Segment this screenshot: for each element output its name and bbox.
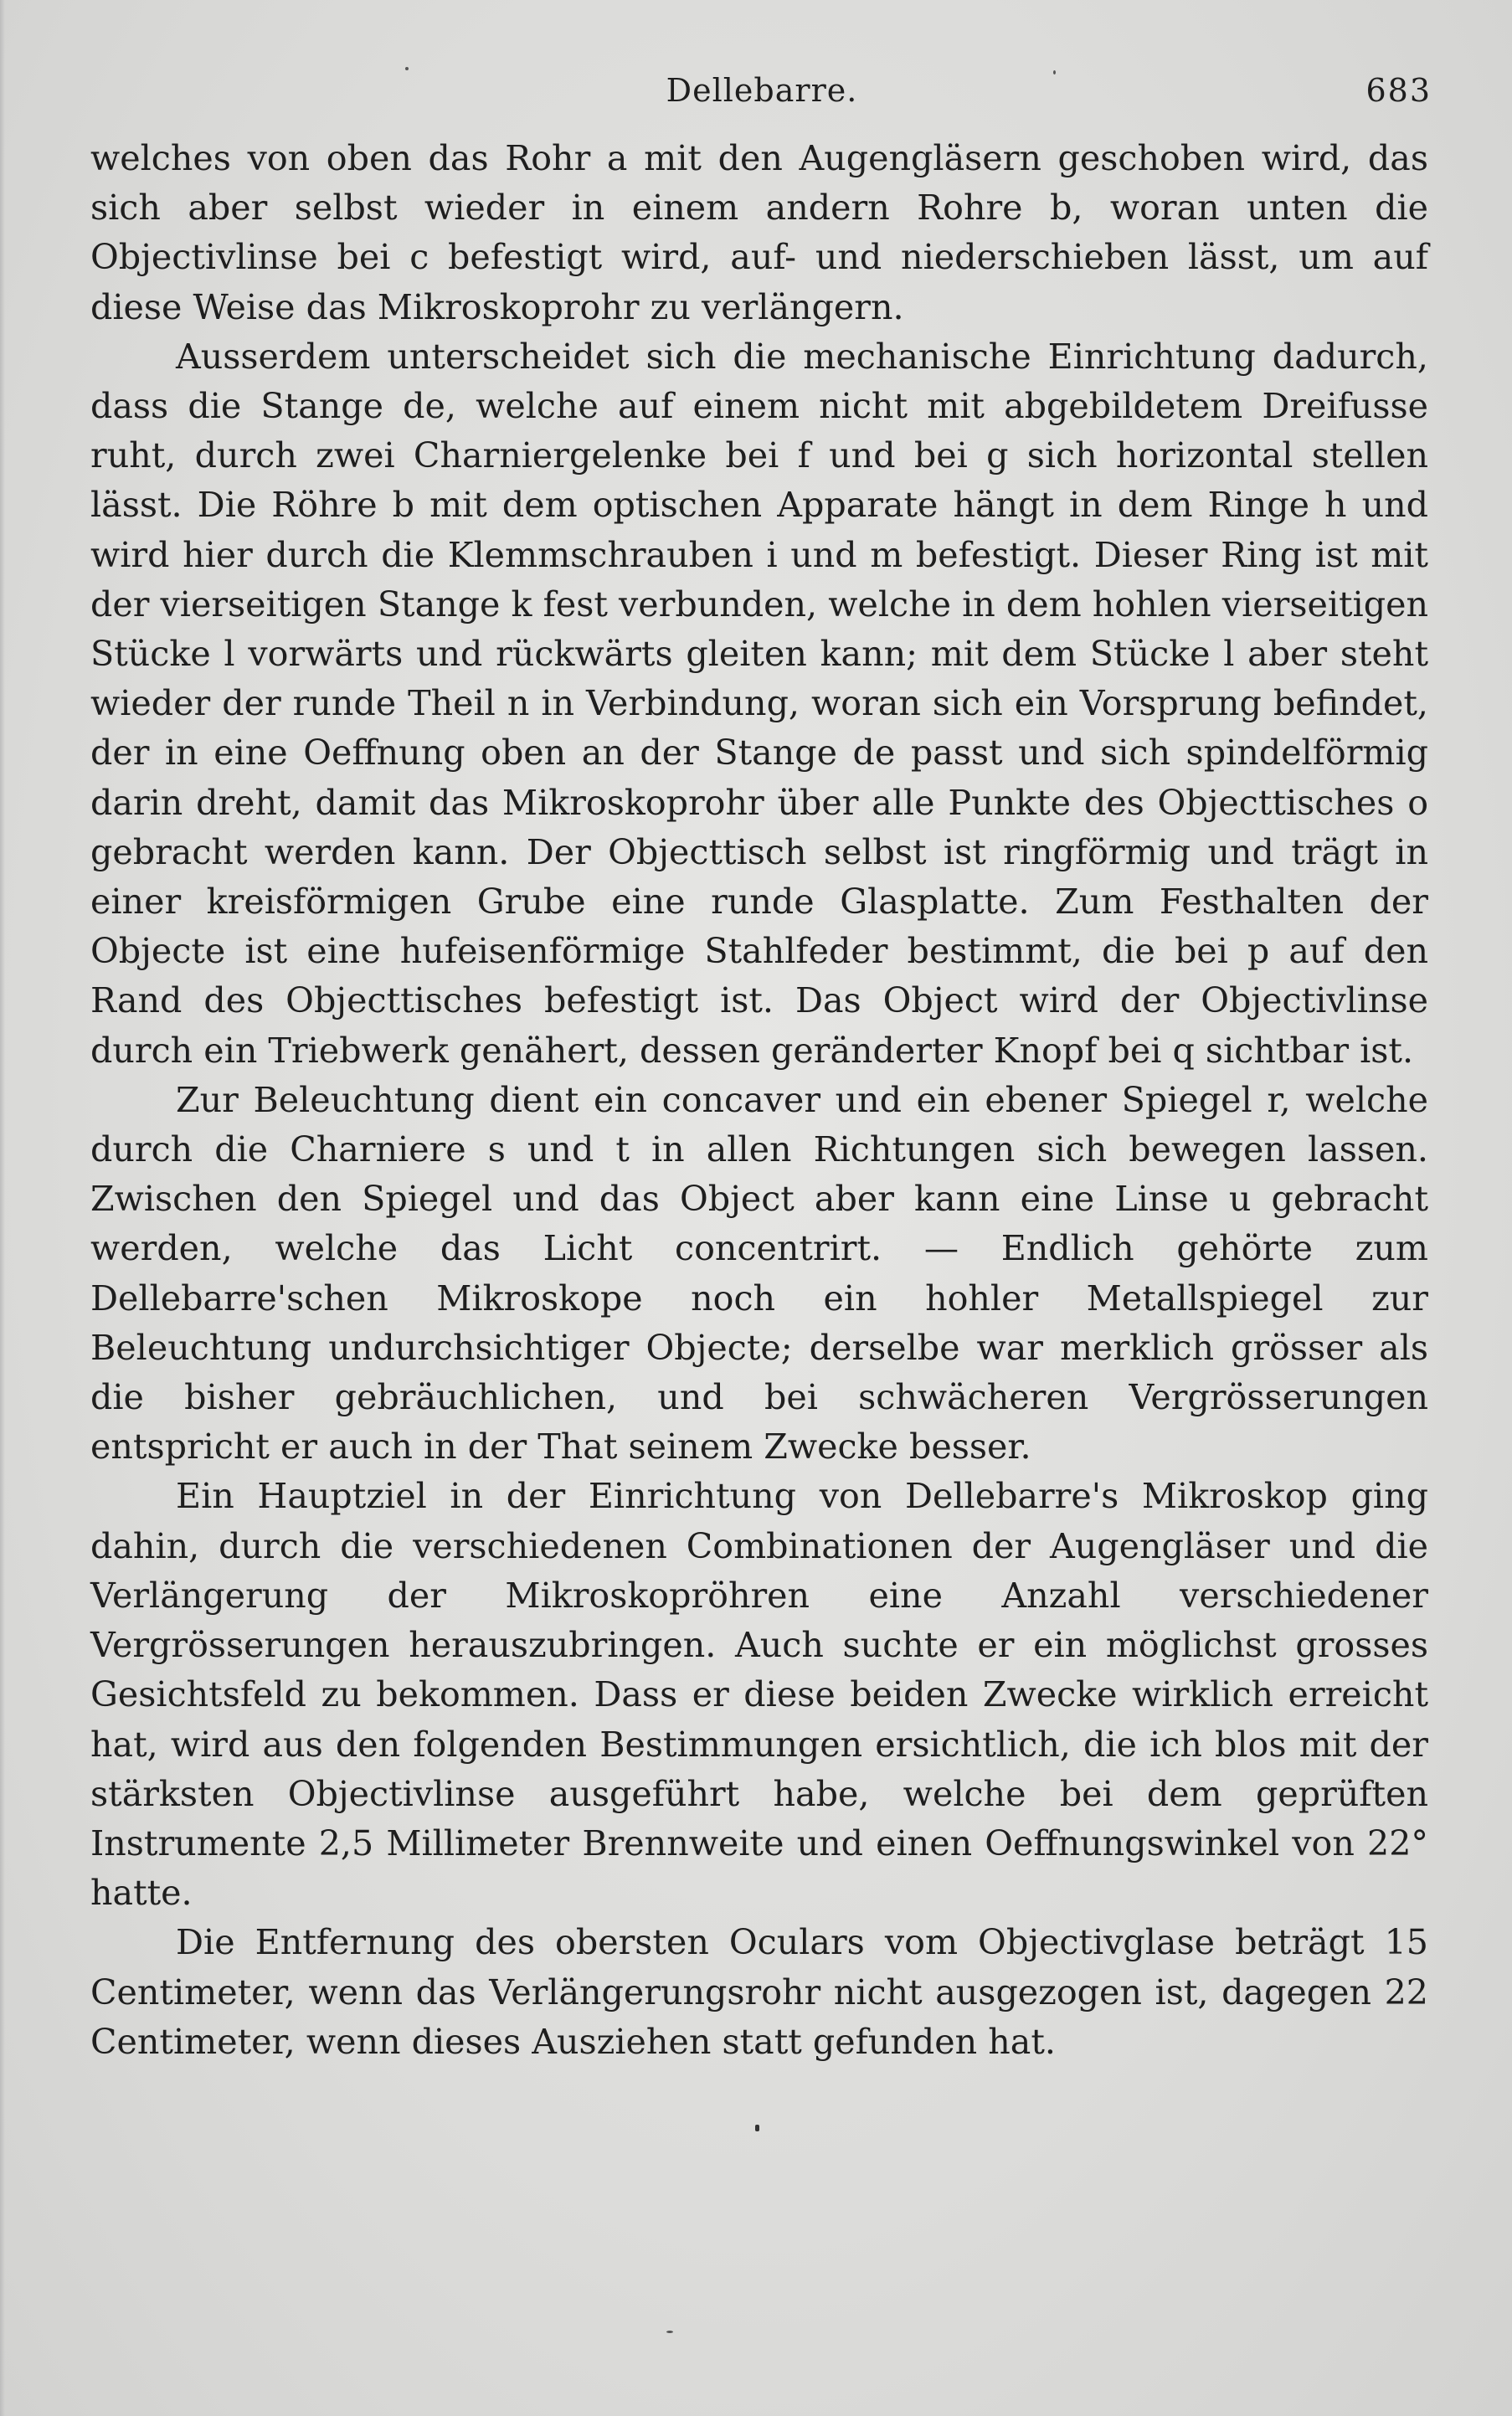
print-speck	[666, 2331, 673, 2333]
paragraph-distance: Die Entfernung des obersten Oculars vom Objectivglase beträgt 15 Centimeter, wenn das Verlängerungsrohr nicht ausgezogen ist, dagegen 22 Centimeter, wenn dieses Ausziehen statt gefunden hat.	[90, 1922, 1428, 2062]
page-edge-shadow	[0, 0, 5, 2416]
print-speck	[405, 67, 409, 70]
page-number: 683	[1365, 72, 1432, 109]
print-speck	[1053, 70, 1056, 75]
paragraph-magnification: Ein Hauptziel in der Einrichtung von Dellebarre's Mikroskop ging dahin, durch die verschiedenen Combinationen der Augengläser und die Verlängerung der Mikroskopröhren eine Anzahl verschiedener Vergrösserungen herauszubringen. Auch suchte er ein möglichst grosses Gesichtsfeld zu bekommen. Dass er diese beiden Zwecke wirklich erreicht hat, wird aus den folgenden Bestimmungen ersichtlich, die ich blos mit der stärksten Objectivlinse ausgeführt habe, welche bei dem geprüften Instrumente 2,5 Millimeter Brennweite und einen Oeffnungswinkel von 22° hatte.	[90, 1476, 1428, 1914]
page-header	[92, 72, 1432, 114]
body-text	[90, 134, 1428, 2067]
paragraph-illumination: Zur Beleuchtung dient ein concaver und ein ebener Spiegel r, welche durch die Charniere s und t in allen Richtungen sich bewegen lassen. Zwischen den Spiegel und das Object aber kann eine Linse u gebracht werden, welche das Licht concentrirt. — Endlich gehörte zum Dellebarre'schen Mikroskope noch ein hohler Metallspiegel zur Beleuchtung undurchsichtiger Objecte; derselbe war merklich grösser als die bisher gebräuchlichen, und bei schwächeren Vergrösserungen entspricht er auch in der That seinem Zwecke besser.	[90, 1079, 1428, 1468]
running-title: Dellebarre.	[666, 72, 858, 109]
print-speck	[755, 2125, 759, 2131]
paragraph-continuation: welches von oben das Rohr a mit den Augengläsern geschoben wird, das sich aber selbst wieder in einem andern Rohre b, woran unten die Objectivlinse bei c befestigt wird, auf- und niederschieben lässt, um auf diese Weise das Mikroskoprohr zu verlängern.	[90, 138, 1428, 327]
paragraph-mechanics: Ausserdem unterscheidet sich die mechanische Einrichtung dadurch, dass die Stange de, welche auf einem nicht mit abgebildetem Dreifusse ruht, durch zwei Charniergelenke bei f und bei g sich horizontal stellen lässt. Die Röhre b mit dem optischen Apparate hängt in dem Ringe h und wird hier durch die Klemmschrauben i und m befestigt. Dieser Ring ist mit der vierseitigen Stange k fest verbunden, welche in dem hohlen vierseitigen Stücke l vorwärts und rückwärts gleiten kann; mit dem Stücke l aber steht wieder der runde Theil n in Verbindung, woran sich ein Vorsprung befindet, der in eine Oeffnung oben an der Stange de passt und sich spindelförmig darin dreht, damit das Mikroskoprohr über alle Punkte des Objecttisches o gebracht werden kann. Der Objecttisch selbst ist ringförmig und trägt in einer kreisförmigen Grube eine runde Glasplatte. Zum Festhalten der Objecte ist eine hufeisenförmige Stahlfeder bestimmt, die bei p auf den Rand des Objecttisches befestigt ist. Das Object wird der Objectivlinse durch ein Triebwerk genähert, dessen geränderter Knopf bei q sichtbar ist.	[90, 336, 1428, 1071]
